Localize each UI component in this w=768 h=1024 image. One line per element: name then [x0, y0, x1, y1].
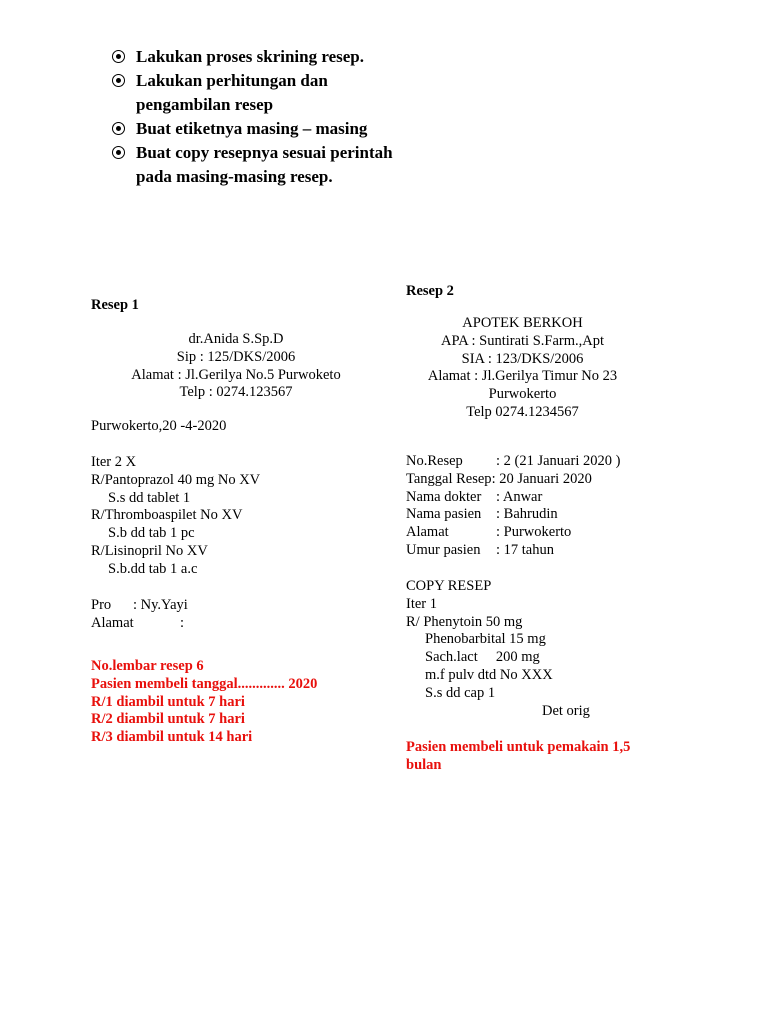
copy-r-line: R/ Phenytoin 50 mg	[406, 613, 523, 630]
instruction-item	[112, 69, 402, 117]
radio-bullet-icon	[112, 146, 125, 159]
patient-address-row	[91, 615, 188, 633]
resep1-header-line: Sip : 125/DKS/2006	[176, 348, 296, 365]
det-orig: Det orig	[542, 702, 590, 719]
instruction-item	[112, 117, 402, 141]
info-label: Alamat	[406, 524, 449, 541]
info-row	[406, 453, 620, 471]
pro-value: : Ny.Yayi	[133, 597, 188, 613]
resep1-header-line: Telp : 0274.123567	[179, 384, 293, 401]
resep2-header-line: Telp 0274.1234567	[466, 403, 579, 420]
resep2-header-line: APA : Suntirati S.Farm.,Apt	[440, 332, 605, 349]
resep2-copy	[406, 578, 590, 720]
pro-label: Pro	[91, 597, 112, 613]
resep2-note: Pasien membeli untuk pemakain 1,5 bulan	[406, 739, 631, 773]
resep1-doctor-header	[91, 331, 381, 402]
resep1-patient	[91, 597, 188, 633]
info-row	[406, 506, 620, 524]
prescription-line: Iter 2 X	[91, 454, 137, 470]
info-value: : Bahrudin	[496, 506, 558, 523]
instruction-item	[112, 141, 402, 189]
info-value: : 17 tahun	[496, 541, 554, 558]
resep2-header-line: SIA : 123/DKS/2006	[461, 350, 584, 367]
resep1-title: Resep 1	[91, 297, 139, 313]
info-row	[406, 542, 620, 560]
resep1-header-line: Alamat : Jl.Gerilya No.5 Purwoketo	[131, 366, 341, 383]
resep2-header-line: Purwokerto	[488, 386, 557, 403]
prescription-line: R/Pantoprazol 40 mg No XV	[91, 471, 261, 488]
prescription-line: R/Thromboaspilet No XV	[91, 507, 243, 524]
instruction-list	[112, 45, 402, 189]
instruction-text: Buat copy resepnya sesuai perintah pada masing-masing resep.	[136, 143, 393, 186]
info-value: : 20 Januari 2020	[491, 470, 592, 487]
instruction-text: Lakukan proses skrining resep.	[136, 47, 364, 66]
note-line: No.lembar resep 6	[91, 658, 204, 674]
info-row	[406, 471, 620, 489]
instruction-text: Lakukan perhitungan dan pengambilan resep	[136, 71, 328, 114]
prescription-line: S.b.dd tab 1 a.c	[108, 560, 198, 577]
copy-item: Sach.lact 200 mg	[425, 649, 540, 666]
prescription-line: S.s dd tablet 1	[108, 489, 191, 506]
prescription-line: S.b dd tab 1 pc	[108, 525, 195, 542]
note-line: R/3 diambil untuk 14 hari	[91, 729, 253, 746]
copy-iter: Iter 1	[406, 595, 437, 612]
copy-item: S.s dd cap 1	[425, 684, 496, 701]
instruction-text: Buat etiketnya masing – masing	[136, 119, 368, 138]
note-line: Pasien membeli tanggal............. 2020	[91, 675, 318, 692]
info-label: Tanggal Resep	[406, 470, 492, 487]
instruction-item	[112, 45, 402, 69]
radio-bullet-icon	[112, 50, 125, 63]
resep2-header-line: Alamat : Jl.Gerilya Timur No 23	[427, 368, 618, 385]
info-label: Umur pasien	[406, 541, 481, 558]
info-label: Nama pasien	[406, 506, 482, 523]
resep1-prescription	[91, 454, 260, 579]
resep2-title: Resep 2	[406, 283, 454, 299]
copy-item: Phenobarbital 15 mg	[425, 631, 546, 648]
alamat-label: Alamat	[91, 614, 134, 631]
info-value: : 2 (21 Januari 2020 )	[496, 453, 621, 469]
note-line: R/2 diambil untuk 7 hari	[91, 711, 245, 728]
info-row	[406, 524, 620, 542]
radio-bullet-icon	[112, 74, 125, 87]
resep2-header-line: APOTEK BERKOH	[462, 315, 583, 331]
copy-resep-title: COPY RESEP	[406, 578, 492, 594]
info-value: : Purwokerto	[496, 524, 572, 541]
prescription-line: R/Lisinopril No XV	[91, 542, 208, 559]
resep1-notes	[91, 658, 317, 747]
resep1-date: Purwokerto,20 -4-2020	[91, 418, 227, 434]
info-label: Nama dokter	[406, 488, 482, 505]
note-line: R/1 diambil untuk 7 hari	[91, 693, 245, 710]
radio-bullet-icon	[112, 122, 125, 135]
resep2-pharmacy-header	[406, 315, 639, 422]
info-label: No.Resep	[406, 453, 463, 469]
copy-item: m.f pulv dtd No XXX	[425, 666, 553, 683]
resep1-header-line: dr.Anida S.Sp.D	[188, 331, 284, 347]
info-value: : Anwar	[496, 488, 543, 505]
patient-name-row	[91, 597, 188, 615]
info-row	[406, 489, 620, 507]
alamat-value: :	[180, 614, 185, 631]
resep2-info	[406, 453, 620, 560]
